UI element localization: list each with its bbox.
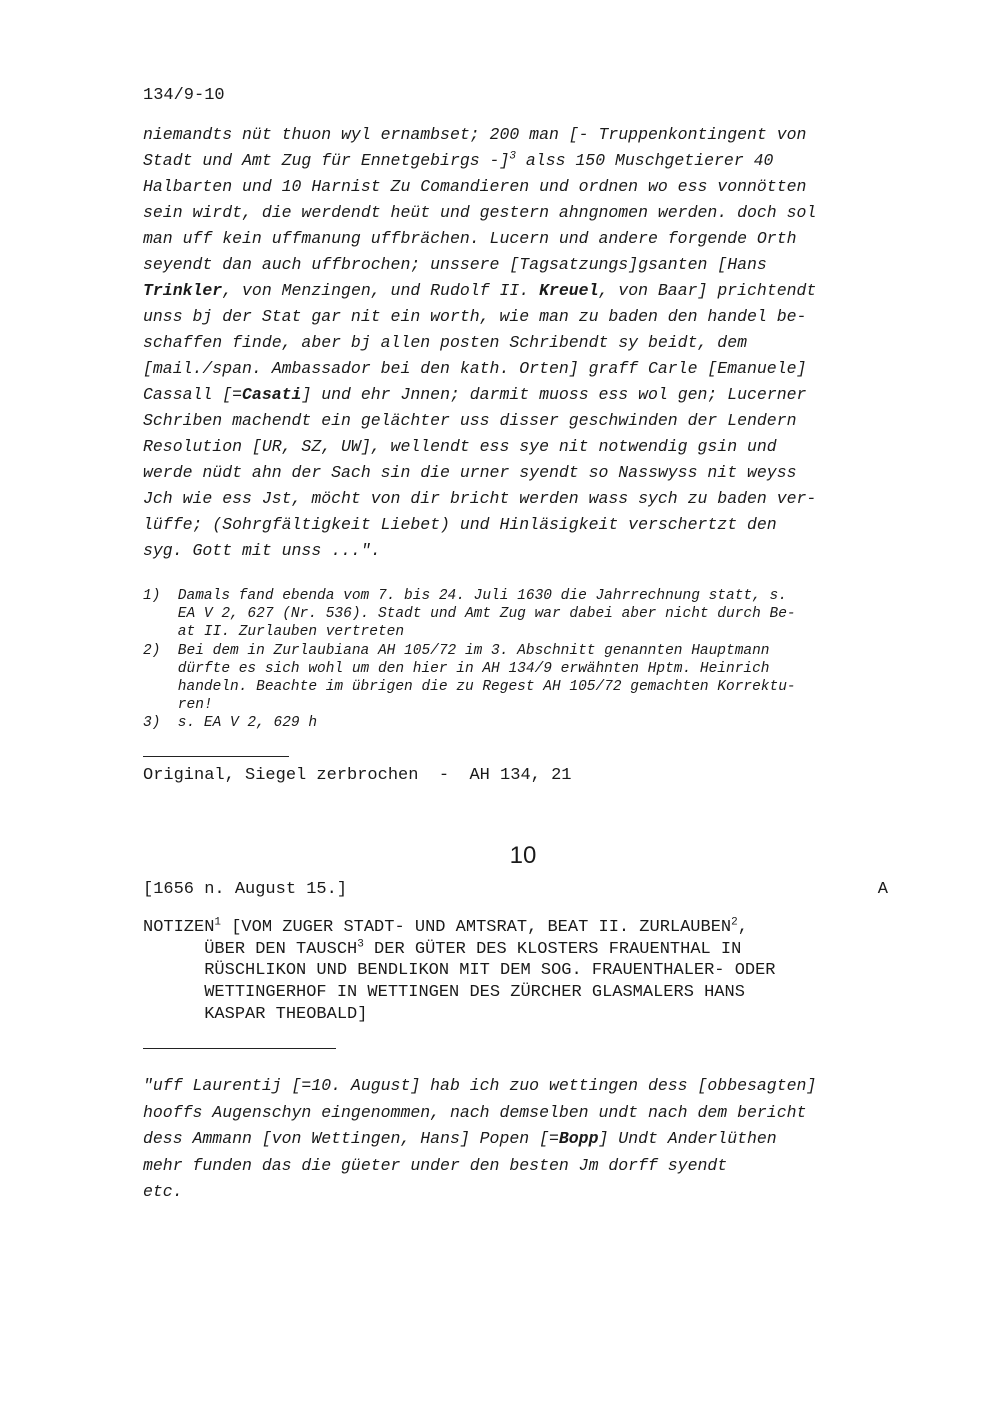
text-line: werde nüdt ahn der Sach sin die urner syendt so Nasswyss nit weyss <box>143 463 797 482</box>
text-line: Jch wie ess Jst, möcht von dir bricht werden wass sych zu baden ver- <box>143 489 817 508</box>
separator-rule <box>143 1048 336 1049</box>
title-line: ÜBER DEN TAUSCH$^3$ DER GÜTER DES KLOSTERS FRAUENTHAL IN <box>143 938 742 959</box>
text-line: Schriben machendt ein gelächter uss disser geschwinden der Lendern <box>143 411 797 430</box>
source-note: Original, Siegel zerbrochen - AH 134, 21 <box>143 766 572 785</box>
text-line: niemandts nüt thuon wyl ernambset; 200 man [- Truppenkontingent von <box>143 125 807 144</box>
footnote-ref-3: 3 <box>357 938 364 951</box>
quoted-text <box>143 1073 903 1206</box>
name-casati: Casati <box>242 385 302 404</box>
document-title <box>143 917 903 1026</box>
footnote-ref-2: 2 <box>731 916 738 929</box>
text-line: schaffen finde, aber bj allen posten Schribendt sy beidt, dem <box>143 333 747 352</box>
text-line: Resolution [UR, SZ, UW], wellendt ess sye nit notwendig gsin und <box>143 437 777 456</box>
footnote-line: 3) s. EA V 2, 629 h <box>143 715 318 732</box>
footnote-line: handeln. Beachte im übrigen die zu Regest AH 105/72 gemachten Korrektu- <box>143 679 796 696</box>
text-line: dess Ammann [von Wettingen, Hans] Popen [=Bopp] Undt Anderlüthen <box>143 1129 777 1148</box>
text-line: man uff kein uffmanung uffbrächen. Lucern und andere forgende Orth <box>143 229 797 248</box>
footnote-ref-1: 1 <box>214 916 222 929</box>
footnote-line: 2) Bei dem in Zurlaubiana AH 105/72 im 3. Abschnitt genannten Hauptmann <box>143 642 770 659</box>
name-bopp: Bopp <box>558 1129 599 1148</box>
text-line: seyendt dan auch uffbrochen; unssere [Tagsatzungs]gsanten [Hans <box>143 255 767 274</box>
footnote-line: EA V 2, 627 (Nr. 536). Stadt und Amt Zug war dabei aber nicht durch Be- <box>143 606 796 623</box>
footnote-line: dürfte es sich wohl um den hier in AH 134/9 erwähnten Hptm. Heinrich <box>143 660 770 677</box>
text-line: Halbarten und 10 Harnist Zu Comandieren und ordnen wo ess vonnötten <box>143 177 807 196</box>
text-line: Cassall [=Casati] und ehr Jnnen; darmit muoss ess wol gen; Lucerner <box>143 385 807 404</box>
footnote-line: at II. Zurlauben vertreten <box>143 624 405 641</box>
footnote-line: 1) Damals fand ebenda vom 7. bis 24. Juli 1630 die Jahrrechnung statt, s. <box>143 588 787 604</box>
letter-excerpt <box>143 122 903 564</box>
text-line: lüffe; (Sohrgfältigkeit Liebet) und Hinläsigkeit verschertzt den <box>143 515 777 534</box>
text-line: unss bj der Stat gar nit ein worth, wie man zu baden den handel be- <box>143 307 807 326</box>
document-number: 10 <box>509 842 537 869</box>
text-line: hooffs Augenschyn eingenommen, nach demselben undt nach dem bericht <box>143 1102 807 1122</box>
title-line: RÜSCHLIKON UND BENDLIKON MIT DEM SOG. FRAUENTHALER- ODER <box>143 961 776 981</box>
text-line: syg. Gott mit unss ...". <box>143 541 381 560</box>
title-line: WETTINGERHOF IN WETTINGEN DES ZÜRCHER GLASMALERS HANS <box>143 983 745 1003</box>
separator-rule <box>143 756 289 757</box>
text-line: etc. <box>143 1182 183 1201</box>
text-line: mehr funden das die güeter under den besten Jm dorff syendt <box>143 1155 728 1175</box>
text-line: sein wirdt, die werdendt heüt und gestern ahngnomen werden. doch sol <box>143 203 817 222</box>
footnote-ref-3: 3 <box>509 150 516 163</box>
text-line: "uff Laurentij [=10. August] hab ich zuo wettingen dess [obbesagten] <box>143 1076 817 1095</box>
title-line: KASPAR THEOBALD] <box>143 1004 368 1024</box>
document-letter: A <box>877 880 888 899</box>
document-date: [1656 n. August 15.] <box>143 880 348 899</box>
title-line: NOTIZEN$^1$ [VOM ZUGER STADT- UND AMTSRAT, BEAT II. ZURLAUBEN$^2$, <box>143 916 748 937</box>
footnotes <box>143 587 903 733</box>
text-line: Trinkler, von Menzingen, und Rudolf II. Kreuel, von Baar] prichtendt <box>143 281 817 300</box>
dateline <box>143 880 888 899</box>
text-line: [mail./span. Ambassador bei den kath. Orten] graff Carle [Emanuele] <box>143 359 807 378</box>
footnote-line: ren! <box>143 697 213 714</box>
page-number: 134/9-10 <box>143 86 225 105</box>
name-kreuel: Kreuel <box>539 281 599 300</box>
text-line: Stadt und Amt Zug für Ennetgebirgs -]$^3$ alss 150 Muschgetierer 40 <box>143 150 774 170</box>
name-trinkler: Trinkler <box>143 281 223 300</box>
